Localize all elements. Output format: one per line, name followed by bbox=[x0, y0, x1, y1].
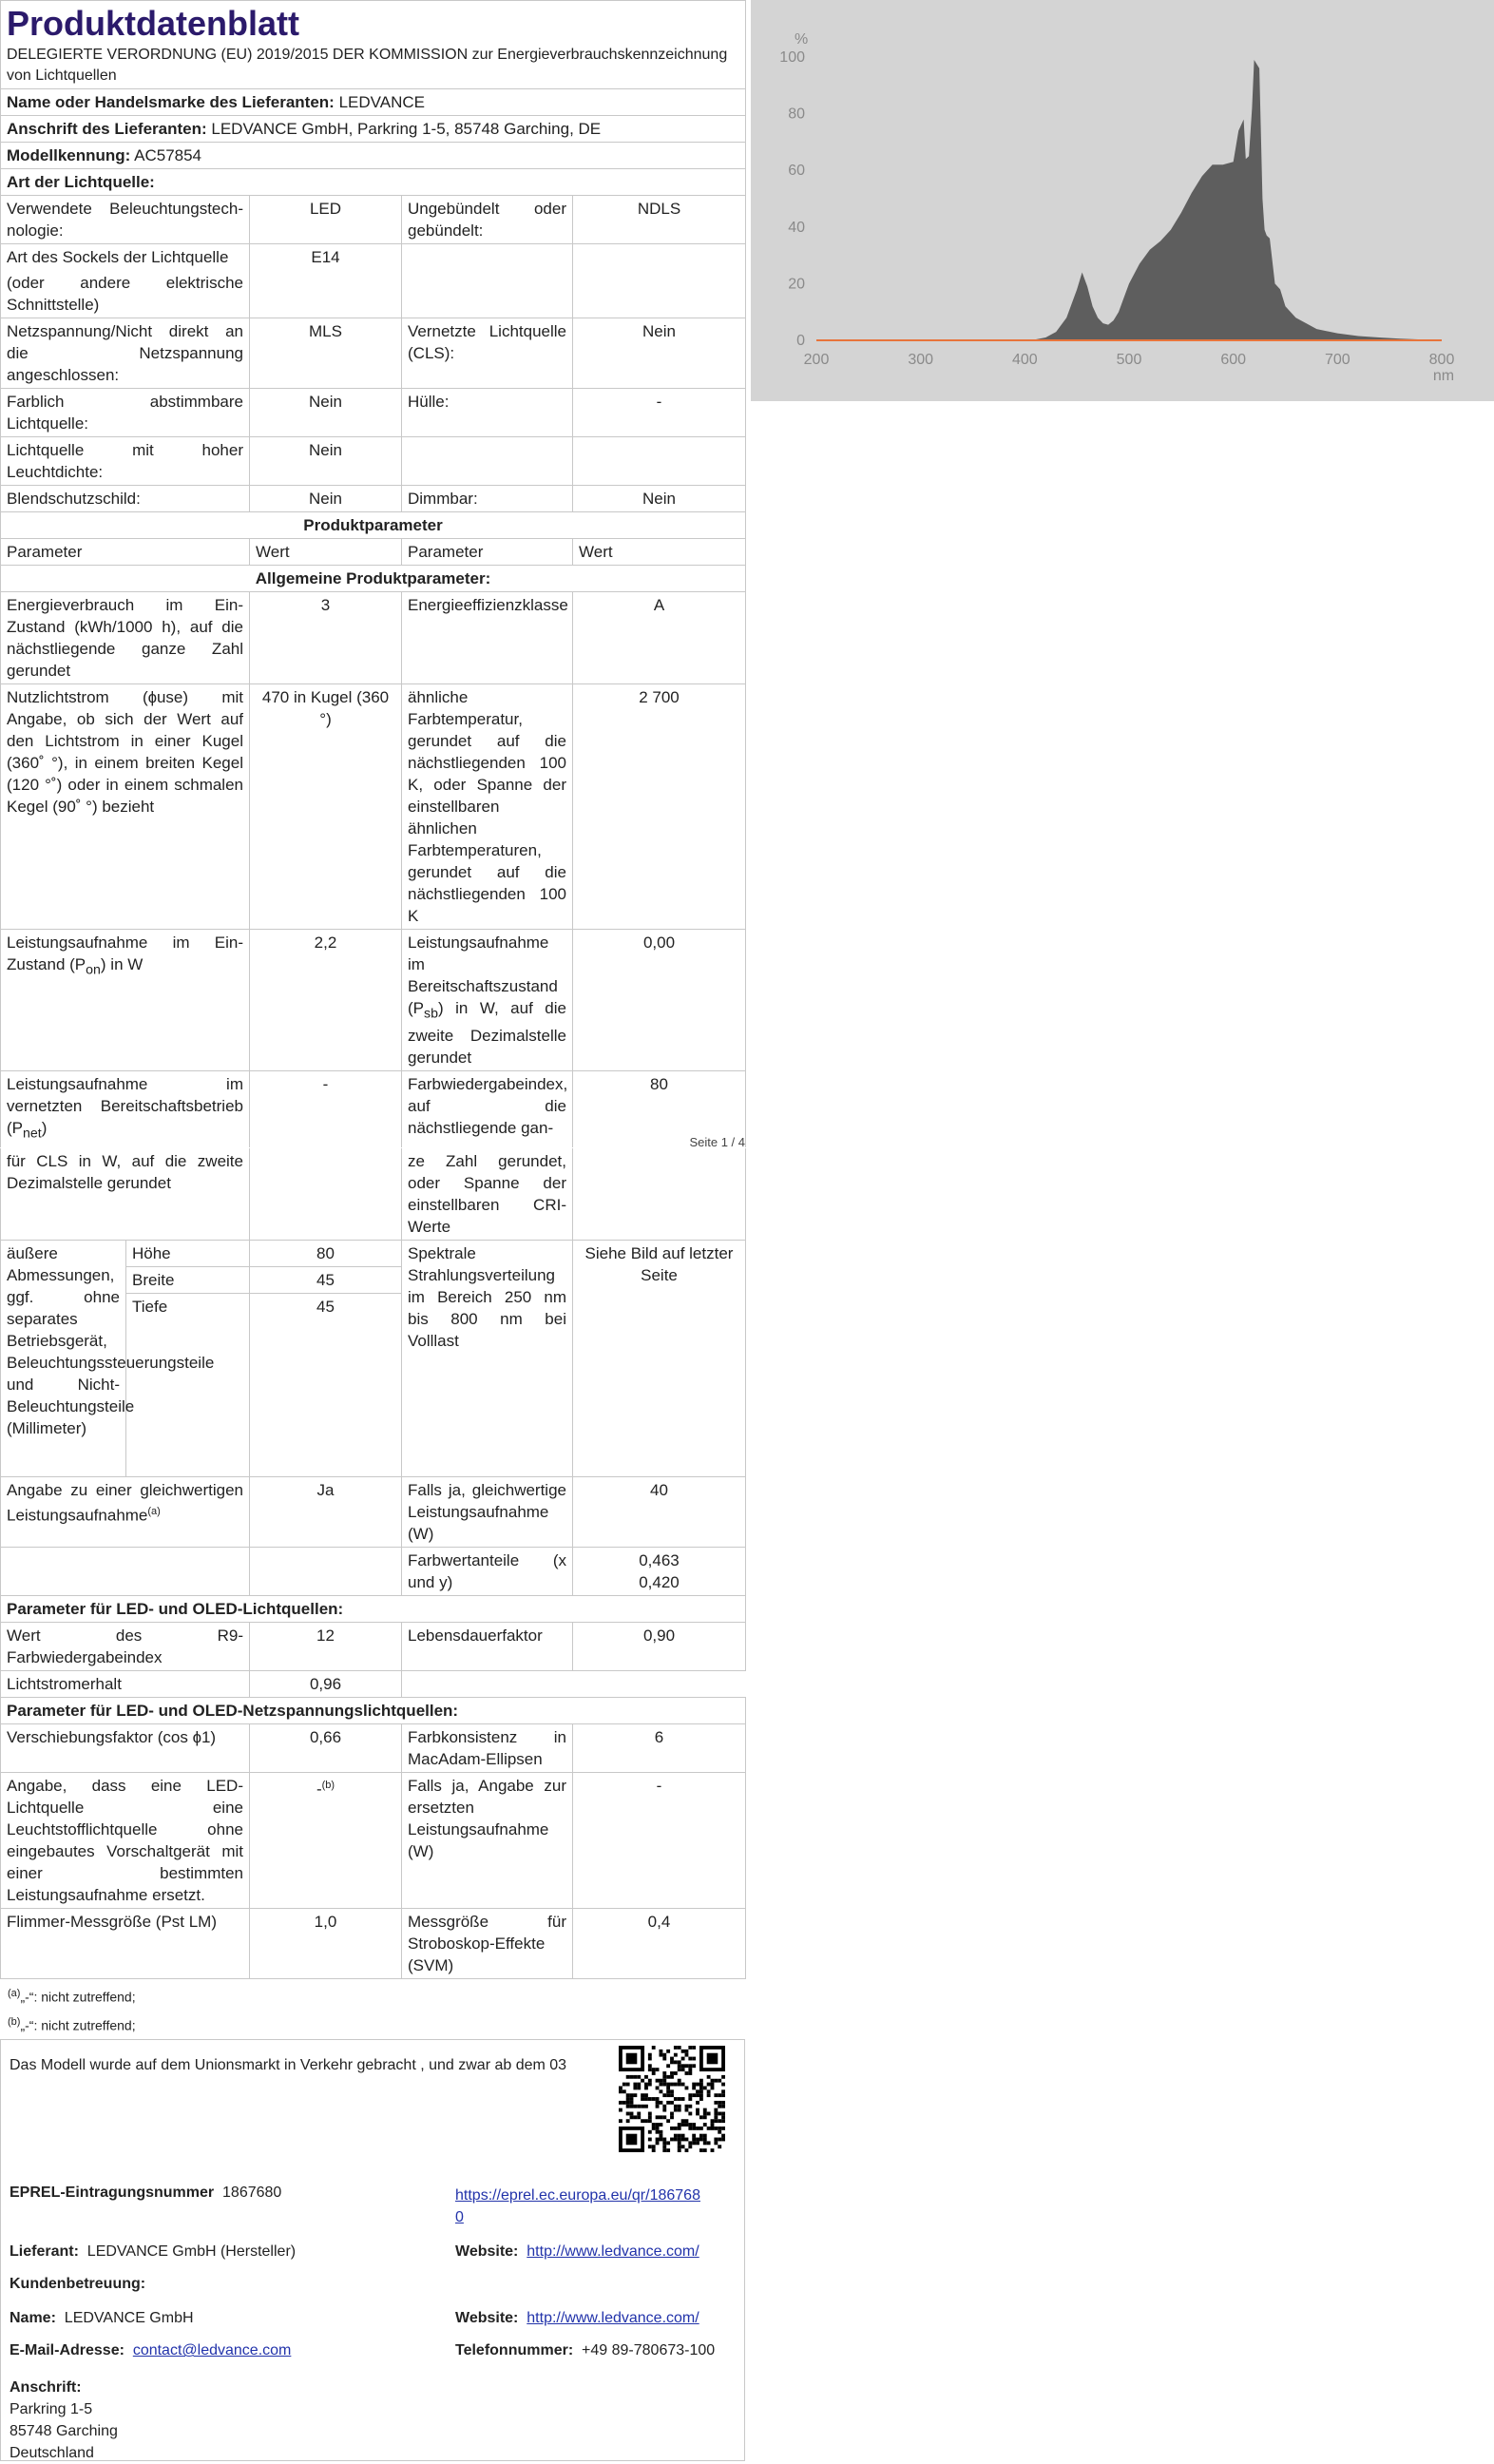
phone-label: Telefonnummer: bbox=[455, 2342, 574, 2359]
supplier-address-label: Anschrift des Lieferanten: bbox=[7, 120, 207, 138]
dimmable-value: Nein bbox=[573, 486, 746, 512]
r9-value: 12 bbox=[250, 1623, 402, 1671]
psb-value: 0,00 bbox=[573, 930, 746, 1071]
address-line: Deutschland bbox=[10, 2445, 94, 2462]
address-label: Anschrift: bbox=[10, 2379, 82, 2397]
dpf-value: 0,66 bbox=[250, 1724, 402, 1773]
model-label: Modellkennung: bbox=[7, 146, 131, 164]
col-header-param: Parameter bbox=[1, 539, 250, 566]
col-header-value: Wert bbox=[573, 539, 746, 566]
lumen-maint-value: 0,96 bbox=[250, 1671, 402, 1698]
survival-value: 0,90 bbox=[573, 1623, 746, 1671]
eprel-row bbox=[10, 2185, 281, 2202]
cri-label: Farbwiedergabeindex, auf die nächstliegende gan- bbox=[402, 1071, 573, 1147]
supplier-address-row bbox=[1, 116, 746, 143]
supplier2-value: LEDVANCE GmbH (Hersteller) bbox=[86, 2243, 297, 2261]
colour-tunable-label: Farblich abstimmbare Lichtquelle: bbox=[1, 389, 250, 437]
width-value: 45 bbox=[250, 1267, 402, 1294]
psb-label bbox=[402, 930, 573, 1071]
flicker-value: 1,0 bbox=[250, 1909, 402, 1979]
supplier-name-row bbox=[1, 89, 746, 116]
website-link[interactable]: http://www.ledvance.com/ bbox=[527, 2243, 699, 2261]
name-row bbox=[10, 2310, 194, 2327]
energy-value: 3 bbox=[250, 592, 402, 684]
website-label: Website: bbox=[455, 2310, 519, 2327]
high-luminance-label: Lichtquelle mit hoher Leuchtdichte: bbox=[1, 437, 250, 486]
y-tick-label: 20 bbox=[788, 276, 805, 293]
email-label: E-Mail-Adresse: bbox=[10, 2342, 124, 2359]
empty-cell bbox=[402, 437, 573, 486]
cls-label: Vernetzte Lichtquelle (CLS): bbox=[402, 318, 573, 389]
cap-label-line1: Art des Sockels der Lichtquelle bbox=[7, 248, 229, 266]
cct-value: 2 700 bbox=[573, 684, 746, 930]
y-tick-label: 40 bbox=[788, 219, 805, 236]
phone-value: +49 89-780673-100 bbox=[582, 2342, 716, 2359]
footnote-a-sup: (a) bbox=[8, 1988, 21, 1999]
r9-label: Wert des R9-Farbwiedergabeindex bbox=[1, 1623, 250, 1671]
colour-tunable-value: Nein bbox=[250, 389, 402, 437]
col-header-value: Wert bbox=[250, 539, 402, 566]
technology-label: Verwendete Beleuchtungstech-nologie: bbox=[1, 196, 250, 244]
empty-cell bbox=[573, 1148, 746, 1241]
supplier-block bbox=[0, 2039, 745, 2461]
equiv-label-text: Angabe zu einer gleichwertigen Leistungsaufnahme bbox=[7, 1481, 243, 1525]
mains-label: Netzspannung/Nicht direkt an die Netzspannung angeschlossen: bbox=[1, 318, 250, 389]
anti-glare-value: Nein bbox=[250, 486, 402, 512]
empty-cell bbox=[250, 1148, 402, 1241]
eff-class-label: Energieeffizienzklasse bbox=[402, 592, 573, 684]
pon-label-unit: ) in W bbox=[100, 955, 144, 973]
equiv-if-yes-label: Falls ja, gleichwertige Leistungsaufnahme (W) bbox=[402, 1477, 573, 1548]
pnet-value: - bbox=[250, 1071, 402, 1147]
empty-cell bbox=[402, 244, 573, 318]
x-tick-label: 700 bbox=[1324, 352, 1350, 368]
depth-value: 45 bbox=[250, 1294, 402, 1477]
consistency-label: Farbkonsistenz in MacAdam-Ellipsen bbox=[402, 1724, 573, 1773]
eprel-link[interactable]: https://eprel.ec.europa.eu/qr/1867680 bbox=[455, 2187, 700, 2226]
supplier2-label: Lieferant: bbox=[10, 2243, 79, 2261]
technology-value: LED bbox=[250, 196, 402, 244]
supplier-name: LEDVANCE bbox=[338, 93, 425, 111]
pon-sub: on bbox=[86, 962, 101, 978]
replace-label: Angabe, dass eine LED-Lichtquelle eine Leuchtstofflichtquelle ohne eingebautes Vorschaltgerät mit einer bestimmten Leistungsaufnahme ersetzt. bbox=[1, 1773, 250, 1909]
pnet-label-text: Leistungsaufnahme im vernetzten Bereitschaftsbetrieb (P bbox=[7, 1075, 243, 1138]
svm-value: 0,4 bbox=[573, 1909, 746, 1979]
pnet-sub: net bbox=[23, 1126, 42, 1142]
y-tick-label: 0 bbox=[796, 333, 805, 349]
high-luminance-value: Nein bbox=[250, 437, 402, 486]
website-link[interactable]: http://www.ledvance.com/ bbox=[527, 2310, 699, 2327]
consistency-value: 6 bbox=[573, 1724, 746, 1773]
general-params-header: Allgemeine Produktparameter: bbox=[1, 566, 746, 592]
height-value: 80 bbox=[250, 1241, 402, 1267]
footnote-b bbox=[0, 2010, 746, 2038]
pnet-label-unit: ) bbox=[41, 1119, 48, 1138]
market-text: Das Modell wurde auf dem Unionsmarkt in Verkehr gebracht , und zwar ab dem 03 bbox=[10, 2057, 567, 2074]
lumen-maint-label: Lichtstromerhalt bbox=[1, 1671, 250, 1698]
replace-value bbox=[250, 1773, 402, 1909]
qr-code[interactable] bbox=[619, 2046, 725, 2152]
supplier2-row bbox=[10, 2243, 296, 2261]
page-number: Seite 1 / 4 bbox=[689, 1135, 745, 1149]
name-value: LEDVANCE GmbH bbox=[64, 2310, 194, 2327]
equiv-label bbox=[1, 1477, 250, 1548]
footnote-b-text: „-“: nicht zutreffend; bbox=[20, 2017, 136, 2033]
dimensions-label: äußere Abmessungen, ggf. ohne separates Betriebsgerät, Beleuchtungssteuerungsteile und Nicht-Beleuchtungsteile (Millimeter) bbox=[1, 1241, 126, 1477]
x-tick-label: 300 bbox=[908, 352, 934, 368]
mains-params-header: Parameter für LED- und OLED-Netzspannungslichtquellen: bbox=[1, 1698, 746, 1724]
cap-value: E14 bbox=[250, 244, 402, 318]
flux-label: Nutzlichtstrom (ɸuse) mit Angabe, ob sich der Wert auf den Lichtstrom in einer Kugel (360˚ °), in einem breiten Kegel (120 °˚) oder in einem schmalen Kegel (90˚ °) bezieht bbox=[1, 684, 250, 930]
empty-cell bbox=[573, 437, 746, 486]
website-row-2 bbox=[455, 2310, 699, 2327]
qr-code-image bbox=[619, 2046, 725, 2152]
address-line: Parkring 1-5 bbox=[10, 2401, 93, 2418]
equiv-sup: (a) bbox=[147, 1506, 161, 1517]
spd-value: Siehe Bild auf letzter Seite bbox=[573, 1241, 746, 1477]
col-header-param: Parameter bbox=[402, 539, 573, 566]
height-label: Höhe bbox=[126, 1241, 250, 1267]
customer-service-label: Kundenbetreuung: bbox=[10, 2276, 146, 2293]
pon-value: 2,2 bbox=[250, 930, 402, 1071]
datasheet bbox=[0, 0, 746, 2462]
y-tick-label: 80 bbox=[788, 106, 805, 123]
x-tick-label: 400 bbox=[1011, 352, 1038, 368]
pon-label bbox=[1, 930, 250, 1071]
led-params-header: Parameter für LED- und OLED-Lichtquellen: bbox=[1, 1596, 746, 1623]
depth-label: Tiefe bbox=[126, 1294, 250, 1477]
empty-cell bbox=[402, 1671, 573, 1698]
width-label: Breite bbox=[126, 1267, 250, 1294]
equiv-value: Ja bbox=[250, 1477, 402, 1548]
product-params-header: Produktparameter bbox=[1, 512, 746, 539]
chroma-x: 0,463 bbox=[639, 1551, 680, 1569]
pnet-label-cont: für CLS in W, auf die zweite Dezimalstelle gerundet bbox=[1, 1148, 250, 1241]
footnotes bbox=[0, 1981, 746, 2037]
cap-label-line2: (oder andere elektrische Schnittstelle) bbox=[7, 274, 243, 314]
energy-label: Energieverbrauch im Ein-Zustand (kWh/1000 h), auf die nächstliegende ganze Zahl gerundet bbox=[1, 592, 250, 684]
x-tick-label: 200 bbox=[803, 352, 830, 368]
x-tick-label: 800 bbox=[1428, 352, 1455, 368]
envelope-label: Hülle: bbox=[402, 389, 573, 437]
footnote-b-sup: (b) bbox=[8, 2015, 21, 2028]
psb-sub: sb bbox=[424, 1006, 438, 1022]
website-row-1 bbox=[455, 2243, 699, 2261]
pon-label-text: Leistungsaufnahme im Ein-Zustand (P bbox=[7, 934, 243, 973]
eff-class-value: A bbox=[573, 592, 746, 684]
flicker-label: Flimmer-Messgröße (Pst LM) bbox=[1, 1909, 250, 1979]
page-1-table bbox=[0, 0, 746, 1147]
spectrum-chart bbox=[751, 0, 1494, 401]
spd-label: Spektrale Strahlungsverteilung im Bereich 250 nm bis 800 nm bei Volllast bbox=[402, 1241, 573, 1477]
empty-cell bbox=[1, 1548, 250, 1596]
model-id: AC57854 bbox=[134, 146, 202, 164]
envelope-value: - bbox=[573, 389, 746, 437]
svm-label: Messgröße für Stroboskop-Effekte (SVM) bbox=[402, 1909, 573, 1979]
dimmable-label: Dimmbar: bbox=[402, 486, 573, 512]
light-source-type-header: Art der Lichtquelle: bbox=[1, 169, 746, 196]
address-block bbox=[10, 2377, 118, 2464]
website-label: Website: bbox=[455, 2243, 519, 2261]
empty-cell bbox=[573, 1671, 746, 1698]
chroma-value bbox=[573, 1548, 746, 1596]
replace-if-label: Falls ja, Angabe zur ersetzten Leistungsaufnahme (W) bbox=[402, 1773, 573, 1909]
mains-value: MLS bbox=[250, 318, 402, 389]
eprel-number: 1867680 bbox=[222, 2185, 282, 2202]
page-title: Produktdatenblatt bbox=[7, 4, 300, 43]
cri-value: 80 bbox=[573, 1071, 746, 1147]
name-label: Name: bbox=[10, 2310, 56, 2327]
spectrum-chart-svg bbox=[751, 0, 1494, 401]
x-axis-unit: nm bbox=[1432, 368, 1455, 384]
replace-if-value: - bbox=[573, 1773, 746, 1909]
cap-label bbox=[1, 244, 250, 318]
cls-value: Nein bbox=[573, 318, 746, 389]
eprel-label: EPREL-Eintragungsnummer bbox=[10, 2185, 215, 2202]
flux-value: 470 in Kugel (360 °) bbox=[250, 684, 402, 930]
email-link[interactable]: contact@ledvance.com bbox=[132, 2342, 292, 2359]
page-2 bbox=[0, 1148, 746, 2461]
anti-glare-label: Blendschutzschild: bbox=[1, 486, 250, 512]
regulation-text: DELEGIERTE VERORDNUNG (EU) 2019/2015 DER KOMMISSION zur Energieverbrauchskennzeichnung von Lichtquellen bbox=[1, 43, 746, 89]
y-tick-label: 60 bbox=[788, 163, 805, 180]
email-row bbox=[10, 2342, 291, 2359]
dpf-label: Verschiebungsfaktor (cos ɸ1) bbox=[1, 1724, 250, 1773]
x-tick-label: 600 bbox=[1220, 352, 1247, 368]
survival-label: Lebensdauerfaktor bbox=[402, 1623, 573, 1671]
bundled-label: Ungebündelt oder gebündelt: bbox=[402, 196, 573, 244]
address-line: 85748 Garching bbox=[10, 2423, 118, 2440]
supplier-address: LEDVANCE GmbH, Parkring 1-5, 85748 Garching, DE bbox=[211, 120, 602, 138]
psb-label-text: Leistungsaufnahme im Bereitschaftszustand (P bbox=[408, 934, 558, 1017]
footnote-a-text: „-“: nicht zutreffend; bbox=[20, 1989, 136, 2005]
y-tick-label: 100 bbox=[779, 49, 805, 66]
spectrum-area bbox=[1025, 60, 1442, 340]
phone-row bbox=[455, 2342, 715, 2359]
supplier-name-label: Name oder Handelsmarke des Lieferanten: bbox=[7, 93, 335, 111]
equiv-if-yes-value: 40 bbox=[573, 1477, 746, 1548]
replace-value-text: - bbox=[316, 1780, 322, 1799]
bundled-value: NDLS bbox=[573, 196, 746, 244]
chroma-y: 0,420 bbox=[639, 1573, 680, 1591]
empty-cell bbox=[250, 1548, 402, 1596]
chroma-label: Farbwertanteile (x und y) bbox=[402, 1548, 573, 1596]
x-tick-label: 500 bbox=[1116, 352, 1142, 368]
replace-sup: (b) bbox=[321, 1780, 335, 1791]
empty-cell bbox=[573, 244, 746, 318]
footnote-a bbox=[0, 1981, 746, 2010]
psb-label-unit: ) in W, auf die zweite Dezimalstelle gerundet bbox=[408, 999, 566, 1068]
y-axis-unit: % bbox=[795, 31, 809, 48]
page-2-table bbox=[0, 1148, 746, 1979]
cct-label: ähnliche Farbtemperatur, gerundet auf die nächstliegenden 100 K, oder Spanne der einstellbaren ähnlichen Farbtemperaturen, gerundet auf die nächstliegenden 100 K bbox=[402, 684, 573, 930]
cri-label-cont: ze Zahl gerundet, oder Spanne der einstellbaren CRI-Werte bbox=[402, 1148, 573, 1241]
model-row bbox=[1, 143, 746, 169]
eprel-link-wrap bbox=[455, 2185, 702, 2228]
